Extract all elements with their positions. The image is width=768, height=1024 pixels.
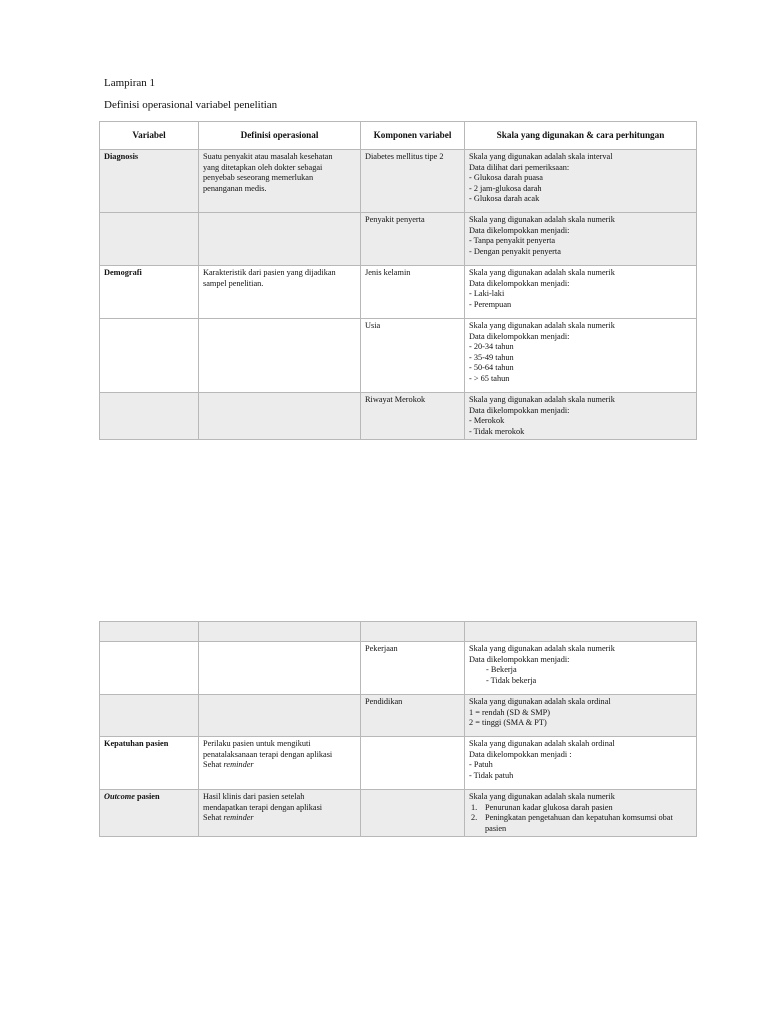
cell-variabel [100, 695, 199, 737]
cell-definisi [199, 642, 361, 695]
cell-variabel: Demografi [100, 266, 199, 319]
cell-skala: Skala yang digunakan adalah skala numerik Data dikelompokkan menjadi: - 20-34 tahun - 35-49 tahun - 50-64 tahun - > 65 tahun [465, 319, 697, 393]
cell-definisi [199, 319, 361, 393]
cell-komponen: Usia [361, 319, 465, 393]
table-row [100, 150, 697, 213]
cell-variabel [100, 319, 199, 393]
cell-komponen [361, 622, 465, 642]
table-row [100, 695, 697, 737]
cell-skala: Skala yang digunakan adalah skala numerik Data dikelompokkan menjadi: - Merokok - Tidak merokok [465, 393, 697, 440]
cell-skala: Skala yang digunakan adalah skala numerik Data dikelompokkan menjadi: - Tanpa penyakit penyerta - Dengan penyakit penyerta [465, 213, 697, 266]
cell-variabel [100, 393, 199, 440]
cell-definisi [199, 393, 361, 440]
cell-komponen: Riwayat Merokok [361, 393, 465, 440]
table-row [100, 266, 697, 319]
table-row [100, 213, 697, 266]
numbered-item: 1. Penurunan kadar glukosa darah pasien [471, 802, 613, 812]
cell-definisi [199, 622, 361, 642]
cell-skala: Skala yang digunakan adalah skala numerik Data dikelompokkan menjadi: - Bekerja - Tidak bekerja [465, 642, 697, 695]
cell-variabel: Outcome pasien [100, 790, 199, 837]
table-caption: Definisi operasional variabel penelitian [104, 99, 278, 111]
cell-variabel [100, 642, 199, 695]
cell-definisi: Suatu penyakit atau masalah kesehatan yang ditetapkan oleh dokter sebagai penyebab seseorang memerlukan penanganan medis. [199, 150, 361, 213]
table-header-row [100, 122, 697, 150]
cell-skala: Skala yang digunakan adalah skala numerik 1. Penurunan kadar glukosa darah pasien 2. Peningkatan pengetahuan dan kepatuhan komsumsi obat pasien [465, 790, 697, 837]
cell-definisi [199, 695, 361, 737]
table-row [100, 737, 697, 790]
cell-definisi: Perilaku pasien untuk mengikuti penatalaksanaan terapi dengan aplikasi Sehat reminder [199, 737, 361, 790]
numbered-item: 2. Peningkatan pengetahuan dan kepatuhan komsumsi obat pasien [471, 813, 673, 833]
table-row [100, 393, 697, 440]
cell-skala: Skala yang digunakan adalah skalah ordinal Data dikelompokkan menjadi : - Patuh - Tidak patuh [465, 737, 697, 790]
table-row [100, 622, 697, 642]
col-header-variabel: Variabel [100, 122, 199, 150]
cell-komponen [361, 737, 465, 790]
col-header-definisi: Definisi operasional [199, 122, 361, 150]
cell-skala: Skala yang digunakan adalah skala interval Data dilihat dari pemeriksaan: - Glukosa darah puasa - 2 jam-glukosa darah - Glukosa darah acak [465, 150, 697, 213]
cell-komponen: Pendidikan [361, 695, 465, 737]
cell-variabel: Diagnosis [100, 150, 199, 213]
cell-komponen: Diabetes mellitus tipe 2 [361, 150, 465, 213]
appendix-label: Lampiran 1 [104, 77, 156, 89]
cell-komponen [361, 790, 465, 837]
cell-variabel [100, 213, 199, 266]
table-row [100, 790, 697, 837]
cell-definisi [199, 213, 361, 266]
cell-skala: Skala yang digunakan adalah skala ordinal 1 = rendah (SD & SMP) 2 = tinggi (SMA & PT) [465, 695, 697, 737]
cell-skala: Skala yang digunakan adalah skala numerik Data dikelompokkan menjadi: - Laki-laki - Perempuan [465, 266, 697, 319]
cell-komponen: Jenis kelamin [361, 266, 465, 319]
col-header-komponen: Komponen variabel [361, 122, 465, 150]
table-row [100, 319, 697, 393]
table-row [100, 642, 697, 695]
cell-definisi: Karakteristik dari pasien yang dijadikan sampel penelitian. [199, 266, 361, 319]
col-header-skala: Skala yang digunakan & cara perhitungan [465, 122, 697, 150]
definition-table-part-2 [99, 621, 697, 837]
cell-variabel: Kepatuhan pasien [100, 737, 199, 790]
cell-komponen: Penyakit penyerta [361, 213, 465, 266]
definition-table-part-1 [99, 121, 697, 440]
cell-komponen: Pekerjaan [361, 642, 465, 695]
cell-skala [465, 622, 697, 642]
cell-variabel [100, 622, 199, 642]
cell-definisi: Hasil klinis dari pasien setelah mendapatkan terapi dengan aplikasi Sehat reminder [199, 790, 361, 837]
